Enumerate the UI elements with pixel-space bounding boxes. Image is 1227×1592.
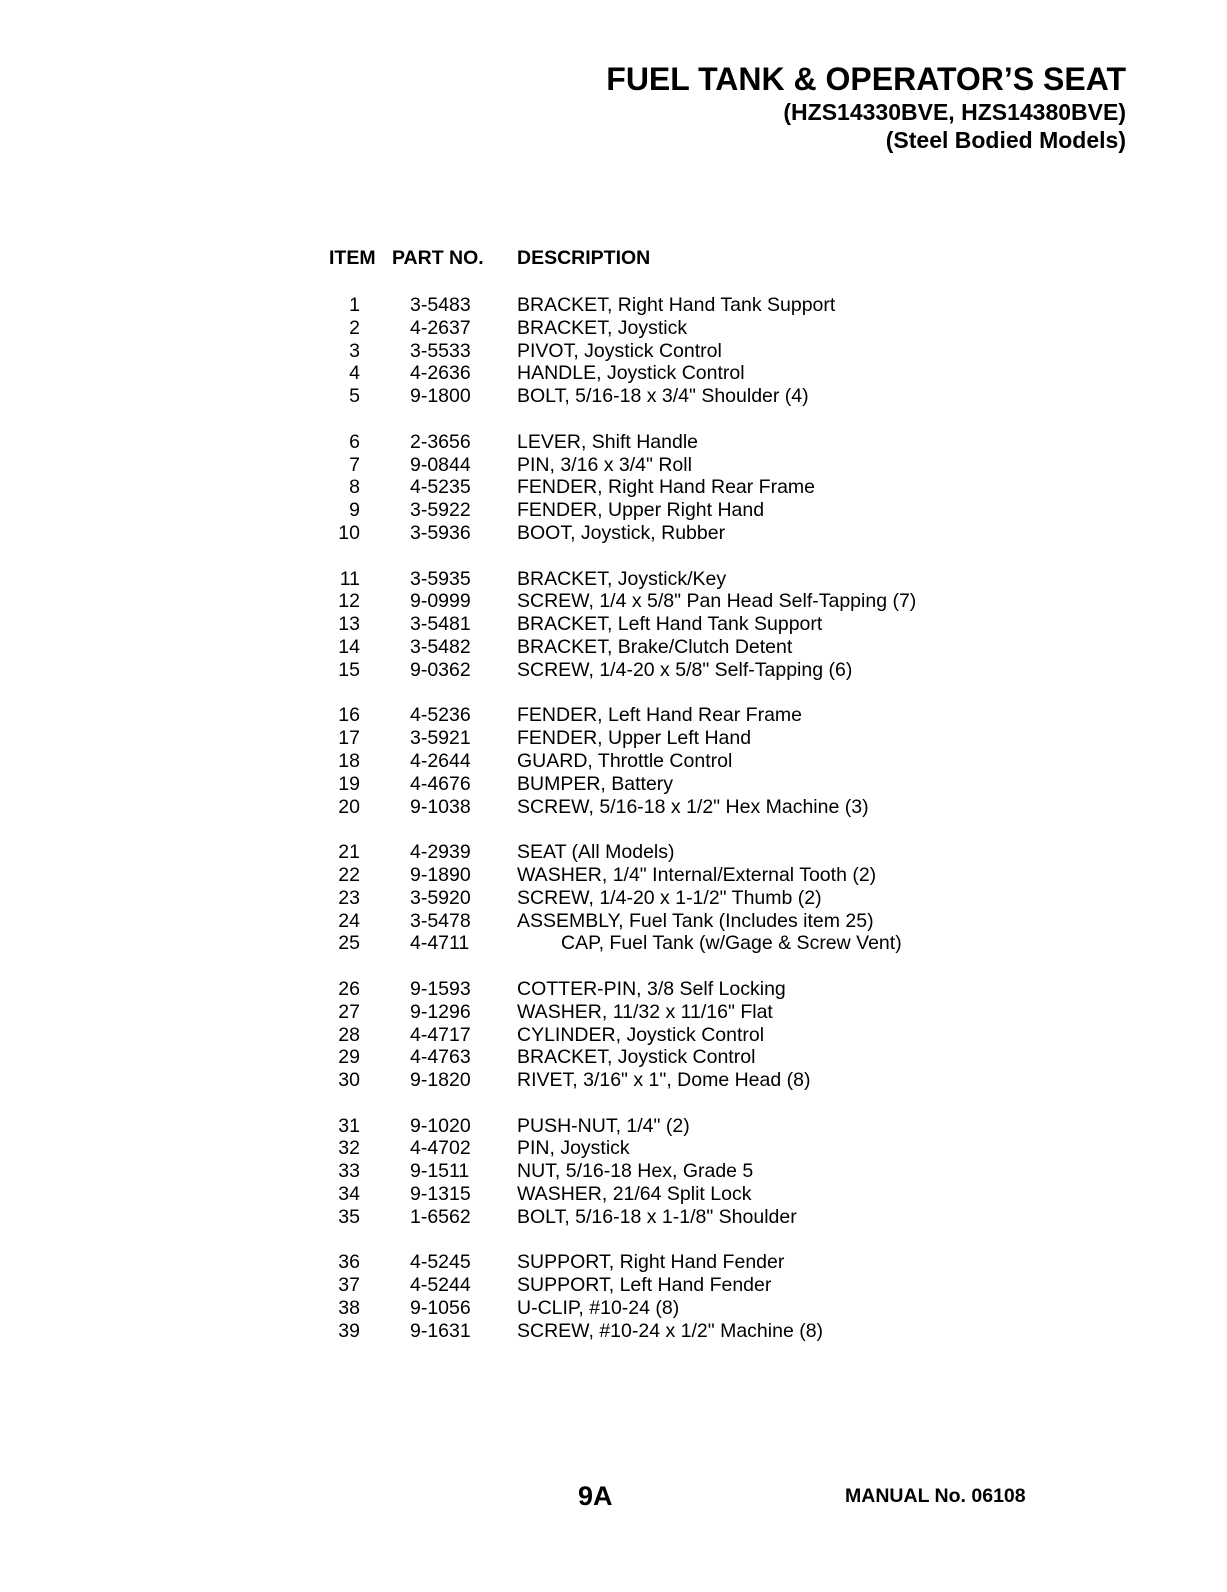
part-description: WASHER, 21/64 Split Lock xyxy=(517,1183,752,1206)
part-description: BRACKET, Brake/Clutch Detent xyxy=(517,635,793,658)
table-row xyxy=(0,317,1227,340)
part-description: BUMPER, Battery xyxy=(517,772,674,795)
table-row xyxy=(0,613,1227,636)
part-number: 4-2636 xyxy=(410,362,471,385)
item-number: 20 xyxy=(338,795,360,818)
part-number: 4-2644 xyxy=(410,749,471,772)
column-header-part-no: PART NO. xyxy=(392,247,484,269)
table-row xyxy=(0,1046,1227,1069)
part-description: SCREW, 1/4 x 5/8" Pan Head Self-Tapping (7) xyxy=(517,590,917,613)
table-row xyxy=(0,1160,1227,1183)
item-number: 22 xyxy=(338,863,360,886)
parts-table-header xyxy=(0,247,1227,273)
part-number: 3-5533 xyxy=(410,339,471,362)
part-description: HANDLE, Joystick Control xyxy=(517,362,745,385)
part-description: SUPPORT, Left Hand Fender xyxy=(517,1274,772,1297)
part-number: 4-5235 xyxy=(410,476,471,499)
item-number: 30 xyxy=(338,1069,360,1092)
table-row xyxy=(0,1206,1227,1229)
table-row xyxy=(0,1274,1227,1297)
part-description: BRACKET, Right Hand Tank Support xyxy=(517,294,836,316)
part-number: 9-0844 xyxy=(410,453,471,476)
manual-number: MANUAL No. 06108 xyxy=(845,1485,1026,1507)
item-number: 8 xyxy=(349,476,360,499)
item-number: 14 xyxy=(338,635,360,658)
part-description: SCREW, 5/16-18 x 1/2" Hex Machine (3) xyxy=(517,795,869,818)
part-number: 9-1315 xyxy=(410,1183,471,1206)
part-description: SUPPORT, Right Hand Fender xyxy=(517,1251,785,1274)
table-row xyxy=(0,590,1227,613)
item-number: 21 xyxy=(338,841,360,864)
table-row xyxy=(0,932,1227,955)
part-number: 9-1800 xyxy=(410,385,471,408)
item-number: 31 xyxy=(338,1114,360,1137)
part-number: 9-1020 xyxy=(410,1114,471,1137)
table-row xyxy=(0,568,1227,591)
table-row xyxy=(0,636,1227,659)
part-number: 4-4717 xyxy=(410,1023,471,1046)
part-number: 3-5481 xyxy=(410,613,471,636)
title-block xyxy=(606,60,1126,154)
part-number: 4-4676 xyxy=(410,772,471,795)
table-row xyxy=(0,1069,1227,1092)
item-number: 9 xyxy=(349,499,360,522)
part-number: 3-5922 xyxy=(410,499,471,522)
table-row xyxy=(0,978,1227,1001)
part-number: 2-3656 xyxy=(410,430,471,453)
page-title: FUEL TANK & OPERATOR’S SEAT xyxy=(606,61,1126,97)
part-description: BRACKET, Joystick/Key xyxy=(517,567,727,590)
table-row xyxy=(0,887,1227,910)
part-description: CYLINDER, Joystick Control xyxy=(517,1023,765,1046)
table-row xyxy=(0,522,1227,545)
item-number: 3 xyxy=(349,339,360,362)
part-description: BRACKET, Joystick Control xyxy=(517,1046,756,1069)
item-number: 10 xyxy=(338,521,360,544)
table-row xyxy=(0,1001,1227,1024)
part-number: 3-5921 xyxy=(410,727,471,750)
part-description: PIN, Joystick xyxy=(517,1137,630,1160)
part-number: 9-1820 xyxy=(410,1069,471,1092)
table-row xyxy=(0,454,1227,477)
item-number: 36 xyxy=(338,1251,360,1274)
part-description: RIVET, 3/16" x 1", Dome Head (8) xyxy=(517,1069,811,1092)
item-number: 7 xyxy=(349,453,360,476)
part-number: 4-4711 xyxy=(410,932,470,955)
part-description: COTTER-PIN, 3/8 Self Locking xyxy=(517,977,786,1000)
item-number: 13 xyxy=(338,613,360,636)
table-row xyxy=(0,1024,1227,1047)
part-number: 9-1631 xyxy=(410,1319,471,1342)
part-description: WASHER, 11/32 x 11/16" Flat xyxy=(517,1000,773,1023)
item-number: 35 xyxy=(338,1205,360,1228)
part-number: 4-5244 xyxy=(410,1274,471,1297)
part-number: 9-1890 xyxy=(410,863,471,886)
model-numbers: (HZS14330BVE, HZS14380BVE) xyxy=(783,99,1126,125)
part-description: FENDER, Upper Left Hand xyxy=(517,727,752,750)
column-header-item: ITEM xyxy=(329,247,376,269)
part-description: FENDER, Upper Right Hand xyxy=(517,499,765,522)
part-number: 4-5245 xyxy=(410,1251,471,1274)
part-description: SEAT (All Models) xyxy=(517,841,675,864)
item-number: 33 xyxy=(338,1160,360,1183)
table-row xyxy=(0,841,1227,864)
part-number: 9-1593 xyxy=(410,977,471,1000)
table-row xyxy=(0,385,1227,408)
item-number: 6 xyxy=(349,430,360,453)
item-number: 39 xyxy=(338,1319,360,1342)
table-row xyxy=(0,773,1227,796)
item-number: 24 xyxy=(338,909,360,932)
part-number: 9-1296 xyxy=(410,1000,471,1023)
table-row xyxy=(0,476,1227,499)
table-row xyxy=(0,1115,1227,1138)
part-description: BOOT, Joystick, Rubber xyxy=(517,521,726,544)
part-number: 3-5483 xyxy=(410,294,471,316)
table-row xyxy=(0,704,1227,727)
part-number: 4-2637 xyxy=(410,316,471,339)
item-number: 15 xyxy=(338,658,360,681)
part-description: U-CLIP, #10-24 (8) xyxy=(517,1297,680,1320)
item-number: 25 xyxy=(338,932,360,955)
part-number: 9-0999 xyxy=(410,590,471,613)
item-number: 27 xyxy=(338,1000,360,1023)
table-row xyxy=(0,431,1227,454)
page-number: 9A xyxy=(578,1481,613,1511)
part-number: 9-0362 xyxy=(410,658,471,681)
parts-list xyxy=(0,294,1227,1343)
table-row xyxy=(0,659,1227,682)
part-description: BRACKET, Joystick xyxy=(517,316,688,339)
item-number: 17 xyxy=(338,727,360,750)
part-number: 4-2939 xyxy=(410,841,471,864)
part-number: 4-5236 xyxy=(410,704,471,727)
part-number: 3-5482 xyxy=(410,635,471,658)
item-number: 32 xyxy=(338,1137,360,1160)
part-description: ASSEMBLY, Fuel Tank (Includes item 25) xyxy=(517,909,874,932)
item-number: 19 xyxy=(338,772,360,795)
part-description: SCREW, #10-24 x 1/2" Machine (8) xyxy=(517,1319,824,1342)
part-description: WASHER, 1/4" Internal/External Tooth (2) xyxy=(517,863,877,886)
column-header-description: DESCRIPTION xyxy=(517,247,651,269)
part-description: BOLT, 5/16-18 x 3/4" Shoulder (4) xyxy=(517,385,809,408)
table-row xyxy=(0,910,1227,933)
table-row xyxy=(0,1183,1227,1206)
item-number: 5 xyxy=(349,385,360,408)
part-description: BRACKET, Left Hand Tank Support xyxy=(517,613,823,636)
part-number: 4-4702 xyxy=(410,1137,471,1160)
item-number: 4 xyxy=(349,362,360,385)
item-number: 16 xyxy=(338,704,360,727)
table-row xyxy=(0,864,1227,887)
table-row xyxy=(0,1297,1227,1320)
item-number: 38 xyxy=(338,1297,360,1320)
table-row xyxy=(0,1320,1227,1343)
part-description: PIN, 3/16 x 3/4" Roll xyxy=(517,453,692,476)
part-description: FENDER, Left Hand Rear Frame xyxy=(517,704,803,727)
table-row xyxy=(0,294,1227,317)
part-description: SCREW, 1/4-20 x 1-1/2" Thumb (2) xyxy=(517,886,822,909)
table-row xyxy=(0,499,1227,522)
item-number: 34 xyxy=(338,1183,360,1206)
model-note: (Steel Bodied Models) xyxy=(885,127,1126,153)
item-number: 11 xyxy=(339,567,360,590)
table-row xyxy=(0,750,1227,773)
part-number: 9-1511 xyxy=(410,1160,470,1183)
part-description: BOLT, 5/16-18 x 1-1/8" Shoulder xyxy=(517,1205,797,1228)
item-number: 1 xyxy=(349,294,360,316)
item-number: 12 xyxy=(338,590,360,613)
part-number: 9-1038 xyxy=(410,795,471,818)
part-description: SCREW, 1/4-20 x 5/8" Self-Tapping (6) xyxy=(517,658,853,681)
table-row xyxy=(0,340,1227,363)
part-number: 3-5936 xyxy=(410,521,471,544)
part-description: FENDER, Right Hand Rear Frame xyxy=(517,476,816,499)
table-row xyxy=(0,727,1227,750)
part-number: 1-6562 xyxy=(410,1205,471,1228)
item-number: 28 xyxy=(338,1023,360,1046)
part-number: 3-5935 xyxy=(410,567,471,590)
item-number: 26 xyxy=(338,977,360,1000)
part-number: 9-1056 xyxy=(410,1297,471,1320)
part-number: 3-5920 xyxy=(410,886,471,909)
part-description: PIVOT, Joystick Control xyxy=(517,339,722,362)
part-description: CAP, Fuel Tank (w/Gage & Screw Vent) xyxy=(561,932,902,955)
item-number: 37 xyxy=(338,1274,360,1297)
item-number: 29 xyxy=(338,1046,360,1069)
item-number: 18 xyxy=(338,749,360,772)
table-row xyxy=(0,796,1227,819)
part-description: NUT, 5/16-18 Hex, Grade 5 xyxy=(517,1160,754,1183)
item-number: 2 xyxy=(349,316,360,339)
part-number: 4-4763 xyxy=(410,1046,471,1069)
part-description: GUARD, Throttle Control xyxy=(517,749,733,772)
part-description: LEVER, Shift Handle xyxy=(517,430,699,453)
part-number: 3-5478 xyxy=(410,909,471,932)
item-number: 23 xyxy=(338,886,360,909)
table-row xyxy=(0,1251,1227,1274)
table-row xyxy=(0,1137,1227,1160)
table-row xyxy=(0,362,1227,385)
part-description: PUSH-NUT, 1/4" (2) xyxy=(517,1114,690,1137)
